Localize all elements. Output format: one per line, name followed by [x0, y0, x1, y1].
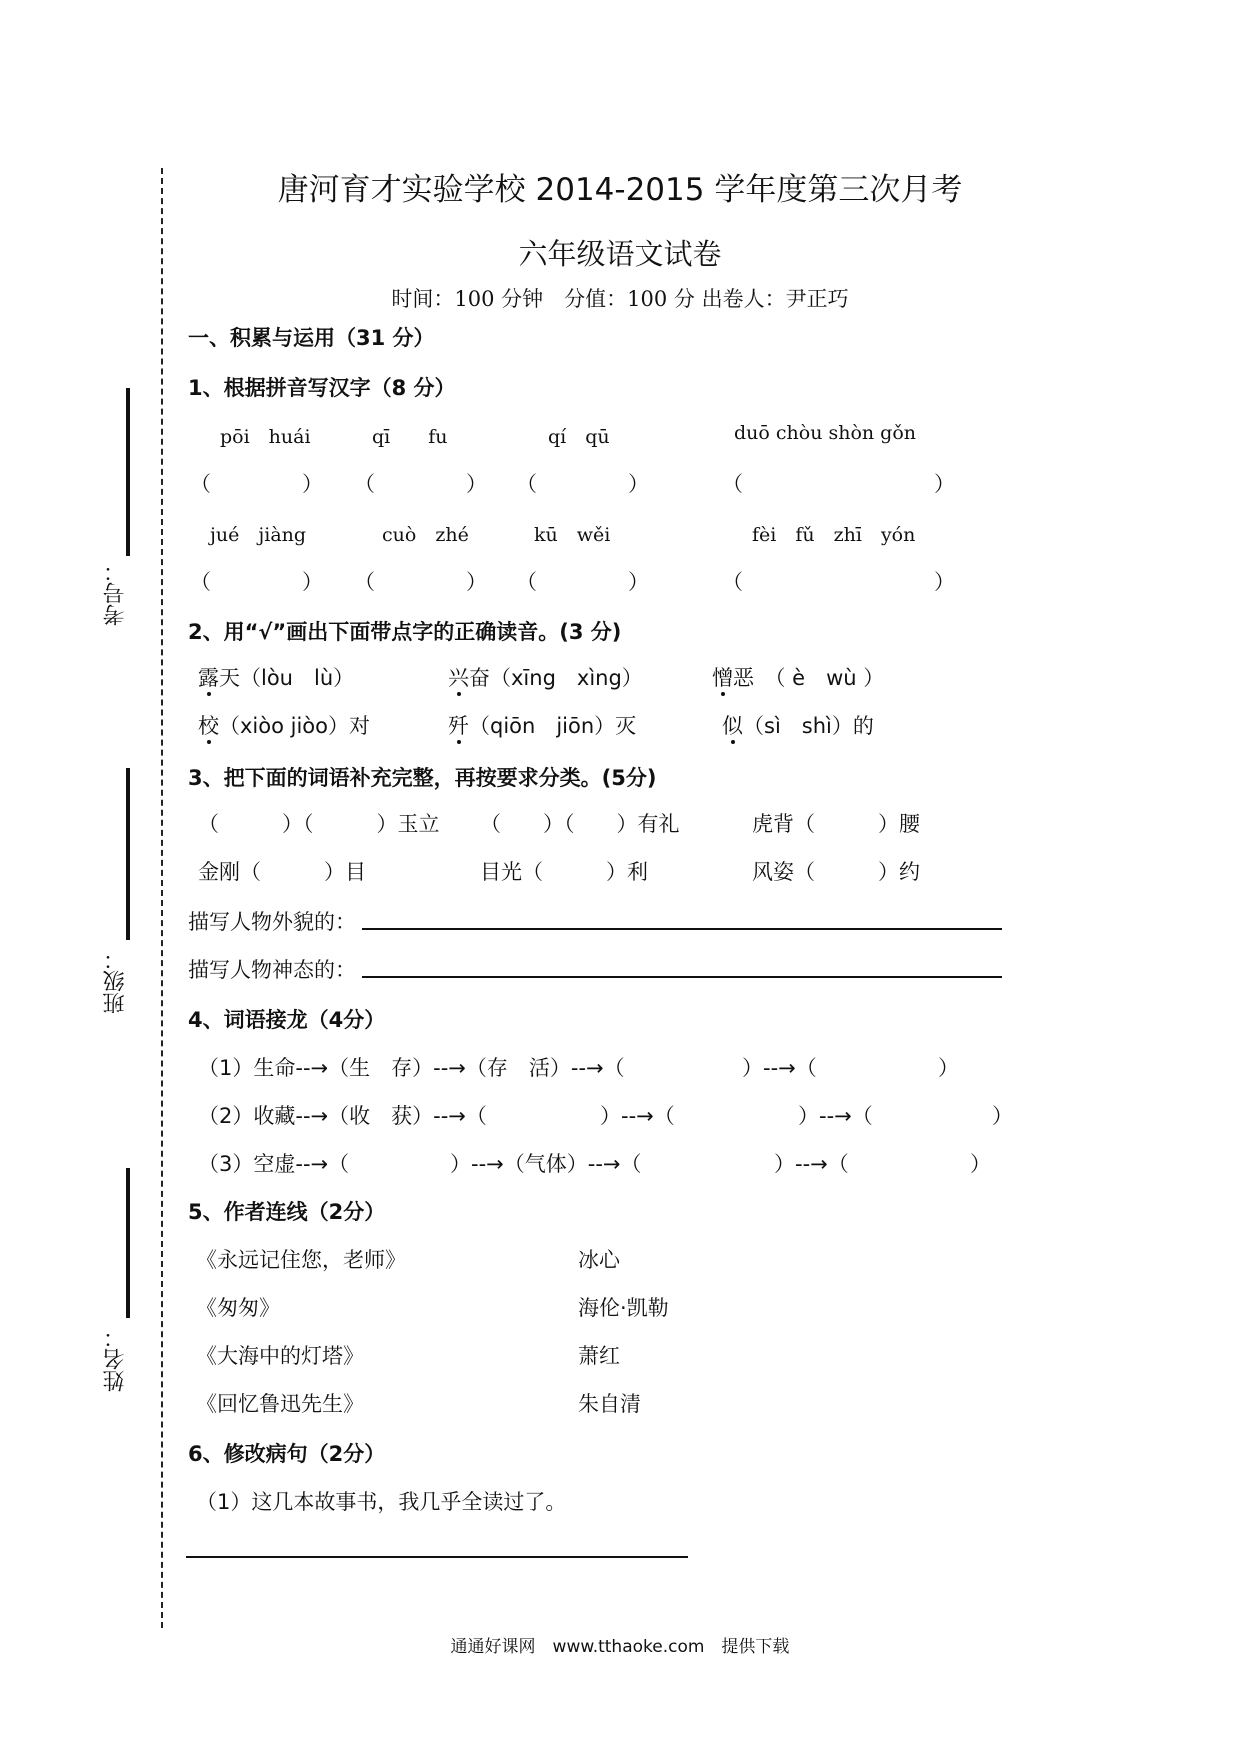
answer-bracket: ） — [934, 472, 955, 496]
answer-bracket: ） — [628, 472, 649, 496]
reading-options: （sì shì）的 — [743, 714, 874, 738]
category-appearance-line — [362, 928, 1002, 930]
dotted-char: 憎 — [712, 666, 733, 690]
chain-row-2-part: ）--→（ — [798, 1104, 873, 1128]
chain-row-3-part: ） — [970, 1152, 991, 1176]
reading-item — [198, 662, 354, 692]
exam-subtitle: 六年级语文试卷 — [518, 237, 722, 271]
dotted-char: 似 — [722, 714, 743, 738]
question-2-title: 2、用“√”画出下面带点字的正确读音。(3 分) — [188, 620, 622, 644]
answer-bracket: （ — [190, 472, 211, 496]
answer-bracket: （ — [516, 570, 537, 594]
chain-row-3-part: （3）空虚--→（ — [198, 1152, 350, 1176]
book-title: 《匆匆》 — [196, 1296, 280, 1320]
reading-options: 天（lòu lù） — [219, 666, 355, 690]
reading-options: 恶 （ è wù ） — [733, 666, 885, 690]
pinyin-4: duō chòu shòn gǒn — [734, 422, 917, 444]
pinyin-2: qī fu — [372, 426, 448, 448]
category-appearance-label: 描写人物外貌的： — [188, 910, 356, 934]
answer-bracket: ） — [302, 570, 323, 594]
answer-bracket: （ — [354, 570, 375, 594]
idiom-blank: 风姿（ ）约 — [752, 860, 920, 884]
book-title: 《回忆鲁迅先生》 — [196, 1392, 364, 1416]
class-label: 班级： — [103, 948, 128, 1014]
question-4-title: 4、词语接龙（4分） — [188, 1008, 386, 1032]
question-1-title: 1、根据拼音写汉字（8 分） — [188, 376, 456, 400]
answer-bracket: ） — [628, 570, 649, 594]
class-blank — [126, 768, 130, 940]
chain-row-2-part: ） — [992, 1104, 1013, 1128]
answer-bracket: ） — [466, 570, 487, 594]
chain-row-1-part: ）--→（ — [742, 1056, 817, 1080]
question-6-title: 6、修改病句（2分） — [188, 1442, 386, 1466]
dotted-char: 校 — [198, 714, 219, 738]
reading-options: （qiōn jiōn）灭 — [469, 714, 637, 738]
dotted-char: 歼 — [448, 714, 469, 738]
answer-bracket: （ — [516, 472, 537, 496]
answer-bracket: ） — [934, 570, 955, 594]
reading-options: （xiòo jiòo）对 — [219, 714, 370, 738]
reading-item — [712, 662, 884, 692]
footer-source: 通通好课网 www.tthaoke.com 提供下载 — [450, 1637, 790, 1657]
question-5-title: 5、作者连线（2分） — [188, 1200, 386, 1224]
answer-bracket: ） — [302, 472, 323, 496]
chain-row-1-part: （1）生命--→（生 存）--→（存 活）--→（ — [198, 1056, 625, 1080]
author-name: 萧红 — [578, 1344, 620, 1368]
reading-item — [198, 710, 370, 740]
reading-item — [448, 710, 636, 740]
pinyin-6: cuò zhé — [382, 524, 469, 546]
answer-bracket: （ — [190, 570, 211, 594]
answer-line — [186, 1556, 688, 1558]
book-title: 《大海中的灯塔》 — [196, 1344, 364, 1368]
category-expression-line — [362, 976, 1002, 978]
reading-options: 奋（xīng xìng） — [469, 666, 643, 690]
author-name: 冰心 — [578, 1248, 620, 1272]
name-blank — [126, 1168, 130, 1318]
idiom-blank: 目光（ ）利 — [480, 860, 648, 884]
binding-dashed-line — [161, 168, 163, 1628]
chain-row-3-part: ）--→（气体）--→（ — [450, 1152, 642, 1176]
chain-row-2-part: （2）收藏--→（收 获）--→（ — [198, 1104, 487, 1128]
idiom-blank: （ ）（ ）玉立 — [198, 812, 440, 836]
answer-bracket: （ — [354, 472, 375, 496]
pinyin-1: pōi huái — [220, 426, 311, 448]
dotted-char: 兴 — [448, 666, 469, 690]
answer-bracket: （ — [722, 570, 743, 594]
section-title: 一、积累与运用（31 分） — [188, 326, 435, 350]
book-title: 《永远记住您，老师》 — [196, 1248, 406, 1272]
exam-title: 唐河育才实验学校 2014-2015 学年度第三次月考 — [277, 172, 963, 208]
exam-no-blank — [126, 388, 130, 556]
pinyin-8: fèi fǔ zhī yón — [752, 524, 916, 546]
chain-row-3-part: ）--→（ — [774, 1152, 849, 1176]
faulty-sentence: （1）这几本故事书，我几乎全读过了。 — [196, 1490, 567, 1514]
pinyin-7: kū wěi — [534, 524, 611, 546]
dotted-char: 露 — [198, 666, 219, 690]
chain-row-2-part: ）--→（ — [600, 1104, 675, 1128]
reading-item — [722, 710, 874, 740]
question-3-title: 3、把下面的词语补充完整，再按要求分类。(5分) — [188, 766, 657, 790]
author-name: 海伦·凯勒 — [578, 1296, 669, 1320]
reading-item — [448, 662, 643, 692]
idiom-blank: 金刚（ ）目 — [198, 860, 366, 884]
chain-row-1-part: ） — [938, 1056, 959, 1080]
name-label: 姓名： — [103, 1326, 128, 1392]
answer-bracket: （ — [722, 472, 743, 496]
author-name: 朱自清 — [578, 1392, 641, 1416]
exam-meta: 时间：100 分钟 分值：100 分 出卷人：尹正巧 — [391, 287, 849, 311]
pinyin-3: qí qū — [548, 426, 610, 448]
answer-bracket: ） — [466, 472, 487, 496]
pinyin-5: jué jiàng — [210, 524, 307, 546]
category-expression-label: 描写人物神态的： — [188, 958, 356, 982]
idiom-blank: （ ）（ ）有礼 — [480, 812, 680, 836]
exam-no-label: 考号： — [103, 560, 128, 626]
idiom-blank: 虎背（ ）腰 — [752, 812, 920, 836]
